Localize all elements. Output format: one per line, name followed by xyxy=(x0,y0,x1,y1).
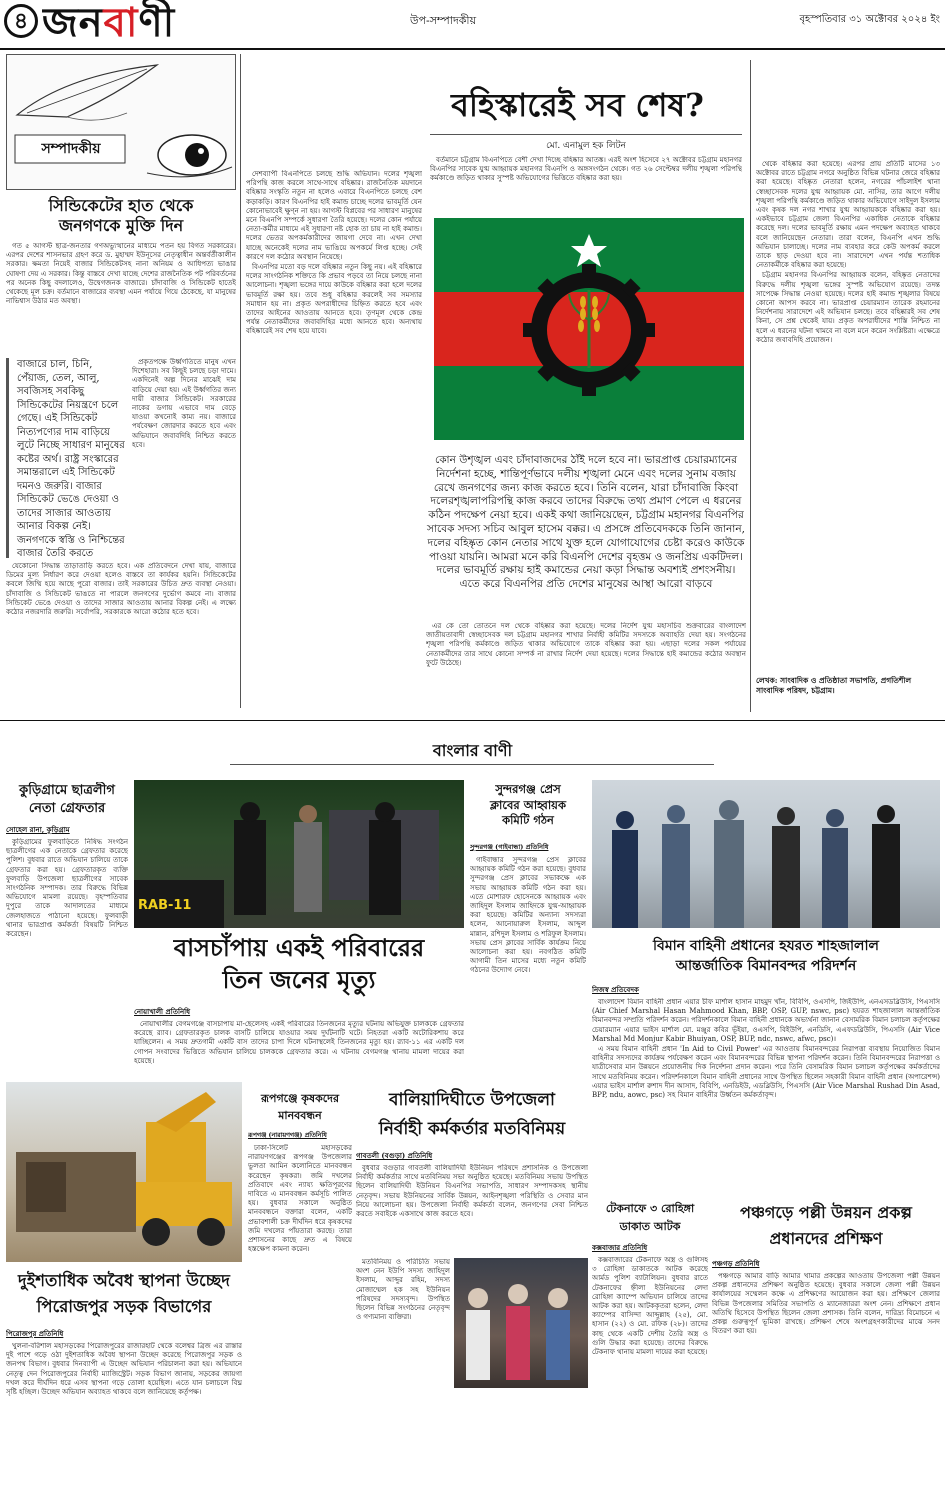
headline-line: বাসচাঁপায় একই পরিবারের xyxy=(173,933,425,962)
panchagarh-body xyxy=(712,1272,940,1504)
headline-line: কমিটি গঠন xyxy=(502,813,554,827)
editorial-pull-quote: বাজারে চাল, চিনি, পেঁয়াজ, তেল, আলু, সবজিসহ সবকিছু সিন্ডিকেটের নিয়ন্ত্রণে চলে গেছে। এই সিন্ডিকেট নিত্যপণ্যের দাম বাড়িয়ে লুটে নিচ্ছে সাধারণ মানুষের কষ্টের অর্থ। রাষ্ট্র সংস্কারের সমান্তরালে এই সিন্ডিকেট দমনও জরুরি। বাজার সিন্ডিকেট ভেঙে দেওয়া ও তাদের সাজার আওতায় আনার বিকল্প নেই। জনগণকে স্বস্তি ও নিশ্চিন্তের বাজার তৈরি করতে xyxy=(6,358,126,558)
paragraph: গাইবান্ধার সুন্দরগঞ্জ প্রেস ক্লাবের আহ্বায়ক কমিটি গঠন করা হয়েছে। বুধবার সুন্দরগঞ্জ প্রেস ক্লাবের সভাকক্ষে এক সভায় আহ্বায়ক কমিটি গঠন করা হয়। এতে মোশারফ হোসেনকে আহ্বায়ক এবং জাহিদুল ইসলাম জাহিদকে যুগ্ম-আহ্বায়ক করা হয়েছে। কমিটির অন্যান্য সদস্যরা হলেন, আনোয়ারুল ইসলাম, আব্দুল মান্নান, রশিদুল ইসলাম ও শরিফুল ইসলাম। সভায় প্রেস ক্লাবের সার্বিক কার্যক্রম নিয়ে আলোচনা করা হয়। নবগঠিত কমিটি আগামী তিন মাসের মধ্যে নতুন কমিটি গঠনের উদ্যোগ নেবে। xyxy=(470,856,586,975)
banshchapa-body xyxy=(134,1020,464,1076)
paragraph: নোয়াখালীর বেগমগঞ্জে বাসচাপায় মা-ছেলেসহ একই পরিবারের তিনজনের মৃত্যুর ঘটনায় অভিযুক্ত চালককে গ্রেফতার করেছে র‍্যাব। গ্রেফতারকৃত চালক বাসটি চালিয়ে যাওয়ার সময় দুর্ঘটনাটি ঘটে। নিহতরা একটি অটোরিকশায় করে যাচ্ছিলেন। এ সময় দ্রুতগামী একটি বাস তাদের চাপা দিলে ঘটনাস্থলেই তিনজনের মৃত্যু হয়। র‍্যাব-১১ এর একটি দল গোপন সংবাদের ভিত্তিতে অভিযান চালিয়ে চালককে গ্রেফতার করে। এ ঘটনায় বেগমগঞ্জ থানায় মামলা দায়ের করা হয়েছে। xyxy=(134,1020,464,1065)
air-chief-photo xyxy=(592,780,940,928)
air-chief-byline: নিজস্ব প্রতিবেদক xyxy=(592,985,639,994)
paragraph: বিএনপির মতো বড় দলে বহিষ্কার নতুন কিছু নয়। এই বহিষ্কারে দলের সাংগঠনিক শক্তিতে কি প্রভাব পড়বে তা নিয়ে চলছে নানা আলোচনা। শৃঙ্খলা ভঙ্গের দায়ে কাউকে বহিষ্কার করা হলে দলের ভাবমূর্তি রক্ষা হয়। তবে শুধু বহিষ্কার করলেই সব সমস্যার সমাধান হয় না। প্রকৃত অপরাধীদের চিহ্নিত করতে হবে এবং তাদের আইনের আওতায় আনতে হবে। তৃণমূল থেকে কেন্দ্র পর্যন্ত নেতাকর্মীদের জবাবদিহির মধ্যে আনতে হবে। অন্যথায় বহিষ্কারেই সব শেষ হয়ে যাবে। xyxy=(246,263,422,336)
paragraph: কুড়িগ্রামের ফুলবাড়িতে নিষিদ্ধ সংগঠন ছাত্রলীগের এক নেতাকে গ্রেফতার করেছে পুলিশ। বুধবার রাতে অভিযান চালিয়ে তাকে গ্রেফতার করা হয়। গ্রেফতারকৃত ব্যক্তি ফুলবাড়ি উপজেলা ছাত্রলীগের সাবেক সাংগঠনিক সম্পাদক। তার বিরুদ্ধে বিভিন্ন অভিযোগে মামলা রয়েছে। বৃহস্পতিবার দুপুরে তাকে আদালতের মাধ্যমে জেলহাজতে পাঠানো হয়েছে। ফুলবাড়ী থানার ভারপ্রাপ্ত কর্মকর্তা বিষয়টি নিশ্চিত করেছেন। xyxy=(6,838,128,939)
baliadighi-byline: গাবতলী (বগুড়া) প্রতিনিধি xyxy=(356,1151,433,1160)
editorial-body-side xyxy=(132,358,236,558)
rupganj-headline xyxy=(248,1090,352,1128)
paragraph: বাংলাদেশ বিমান বাহিনী প্রধান এয়ার চীফ মার্শাল হাসান মাহমুদ খাঁন, বিবিপি, ওএসপি, জিইউপি, এনএসডব্লিউসি, পিএসসি (Air Chief Marshal Hasan Mahmood Khan, BBP, OSP, GUP, nswc, psc) হযরত শাহজালাল আন্তর্জাতিক বিমানবন্দর সম্প্রতি পরিদর্শন করেন। পরিদর্শনকালে বিমান বাহিনী প্রধানকে অভ্যর্থনা জানান বেসামরিক বিমান চলাচল কর্তৃপক্ষের চেয়ারম্যান এয়ার ভাইস মার্শাল মো. মঞ্জুর কবির ভূঁইয়া, ওএসপি, বিইউপি, এনডিসি, এএফডব্লিউসি, পিএসসি (Air Vice Marshal Md Monjur Kabir Bhuiyan, OSP, BUP, ndc, nswc, afwc, psc)। xyxy=(592,998,940,1043)
kurigram-byline: সোহেল রানা, কুড়িগ্রাম xyxy=(6,825,70,834)
baliadighi-body xyxy=(356,1164,588,1252)
editorial-body-bottom xyxy=(6,562,236,708)
logo-part: ণী xyxy=(138,0,176,46)
panchagarh-headline xyxy=(712,1200,940,1252)
eviction-photo xyxy=(6,1082,242,1262)
feature-pull-quote: কোন উশৃঙ্খল এবং চাঁদাবাজদের ঠাঁই দলে হবে না। ভারপ্রাপ্ত চেয়ারম্যানের নির্দেশনা হচ্ছে, শান্তিপূর্ণভাবে দলীয় শৃঙ্খলা মেনে এবং দলের সুনাম বজায় রেখে জনগণের জন্য কাজ করতে হবে। তিনি বলেন, যারা চাঁদাবাজি কিংবা দলেরশৃঙ্খলাপরিপন্থি কাজ করবে তাদের বিরুদ্ধে তথ্য প্রমাণ পেলে এ ধরনের কঠিন পদক্ষেপ নেয়া হবে। একই কথা জানিয়েছেন, চট্টগ্রাম মহানগর বিএনপির সাবেক সদস্য সচিব আবুল হাসেম বক্কর। এ প্রসঙ্গে প্রতিবেদককে তিনি জানান, দলের বহিষ্কৃত কোন নেতার সাথে যুক্ত হলে যোগাযোগের চেষ্টা করেও কাউকে পাওয়া যায়নি। আমরা মনে করি বিএনপি দেশের বৃহত্তম ও জনপ্রিয় একটিদল। দলের ভাবমূর্তি রক্ষায় হাই কমান্ডের নেয়া কড়া সিদ্ধান্ত অবশ্যই প্রশংসনীয়। এতে করে বিএনপির প্রতি দেশের মানুষের আস্থা আরো বাড়বে xyxy=(427,454,745,591)
banner-rule xyxy=(230,764,714,765)
paragraph: থেকে বহিষ্কার করা হয়েছে। এরপর প্রায় প্রতিটি মাসের ১৩ অক্টোবর রাতে চট্টগ্রাম নগরে অনুষ্ঠিত বিভিন্ন ঘটনার জেরে বহিষ্কার করা হয়েছে। বহিষ্কৃত নেতারা হলেন, নগরের পাঁচলাইশ থানা স্বেচ্ছাসেবক দলের যুগ্ম আহ্বায়ক মো. নাসির, তার আগে দলীয় শৃঙ্খলা পরিপন্থি কর্মকাণ্ডে জড়িত থাকার অভিযোগে সাইদুল ইসলাম এবং কৃষক দল নগর শাখার যুগ্ম আহ্বায়ককে বহিষ্কার করা হয়। একইভাবে চট্টগ্রাম জেলা বিএনপির একাধিক নেতাকে বহিষ্কার করেছে দল। দলের ভাবমূর্তি রক্ষায় এমন পদক্ষেপ অব্যাহত থাকবে বলে জানিয়েছেন নেতারা। তারা বলেন, বিএনপি এখন শুদ্ধি অভিযান চালাচ্ছে। দলের নাম ব্যবহার করে কেউ অপকর্ম করলে তাকে ছাড় দেওয়া হবে না। সারাদেশে এখন পর্যন্ত শতাধিক নেতাকর্মীকে বহিষ্কার করা হয়েছে। xyxy=(756,160,940,270)
feature-author: মো. এনামুল হক লিটন xyxy=(546,141,626,151)
party-flag-image xyxy=(434,218,744,440)
pirojpur-body xyxy=(6,1342,242,1504)
rupganj-byline: রূপগঞ্জ (নারায়ণগঞ্জ) প্রতিনিধি xyxy=(248,1132,327,1139)
feature-bottom-column xyxy=(426,622,746,714)
logo-part-red: বা xyxy=(103,0,139,46)
banshchapa-byline: নোয়াখালী প্রতিনিধি xyxy=(134,1007,191,1016)
air-chief-headline xyxy=(592,936,940,978)
headline-line: ক্লাবের আহ্বায়ক xyxy=(490,797,566,812)
editorial-label: সম্পাদকীয় xyxy=(41,141,101,157)
paragraph: বুধবার বগুড়ার গাবতলী বালিয়াদিঘী ইউনিয়ন পরিষদে প্রশাসনিক ও উপজেলা নির্বাহী কর্মকর্তার সাথে মতবিনিময় সভা অনুষ্ঠিত হয়েছে। মতবিনিময় সভায় উপস্থিত ছিলেন বালিয়াদিঘী ইউনিয়ন বিএনপির সভাপতি, সাধারণ সম্পাদকসহ স্থানীয় নেতৃবৃন্দ। সভায় ইউনিয়নের সার্বিক উন্নয়ন, আইনশৃঙ্খলা পরিস্থিতি ও সেবার মান নিয়ে আলোচনা হয়। উপজেলা নির্বাহী কর্মকর্তা বলেন, জনগণের সেবা নিশ্চিত করতে সবাইকে একসাথে কাজ করতে হবে। xyxy=(356,1164,588,1219)
column-divider xyxy=(240,54,241,708)
paragraph: বর্তমানে চট্টগ্রাম বিএনপিতে বেশী দেখা দিচ্ছে বহিষ্কার আতঙ্ক। এরই অংশ হিসেবে ২৭ অক্টোবর চট্টগ্রাম মহানগর বিএনপির সাবেক যুগ্ম আহ্বায়ক মহানগর বিএনপি ও অঙ্গসংগঠন থেকে। গত ২৬ সেপ্টেম্বর দলীয় শৃঙ্খলা পরিপন্থি কর্মকাণ্ডে জড়িত থাকার সুস্পষ্ট অভিযোগের ভিত্তিতে বহিষ্কার করা হয়। xyxy=(430,156,742,183)
dateline: বৃহস্পতিবার ৩১ অক্টোবর ২০২৪ ইং xyxy=(799,14,940,25)
headline-line: ডাকাত আটক xyxy=(619,1220,681,1233)
regional-banner: বাংলার বাণী xyxy=(432,741,513,760)
party-flag-icon xyxy=(434,218,744,440)
paragraph: মতবিনিময় ও পরিচিতি সভায় অংশ নেন ইউপি সদস্য জাহিদুল ইসলাম, আব্দুর রহিম, সদস্য মোজাম্মেল হক সহ ইউনিয়ন পরিষদের সদস্যবৃন্দ। উপস্থিত ছিলেন বিভিন্ন সংগঠনের নেতৃবৃন্দ ও গণ্যমান্য ব্যক্তিরা। xyxy=(356,1258,450,1322)
feature-headline: বহিস্কারেই সব শেষ? xyxy=(451,86,704,124)
editorial-headline-line: সিন্ডিকেটের হাত থেকে xyxy=(48,196,194,215)
section-name: উপ-সম্পাদকীয় xyxy=(410,14,477,27)
pirojpur-byline: পিরোজপুর প্রতিনিধি xyxy=(6,1329,64,1338)
paragraph: দেশব্যাপী বিএনপিতে চলছে শুদ্ধি অভিযান। দলের শৃঙ্খলা পরিপন্থি কাজ করলে সাথে-সাথে বহিষ্কার। রাজনৈতিক ময়দানে বহিষ্কার সংস্কৃতি নতুন না হলেও এবারে বিএনপিতে চলছে বেশ কড়াকড়ি। কারণ বিএনপির হাই কমান্ড চাচ্ছে দলের ভাবমূর্তি যেন কোনোভাবেই ক্ষুণ্ন না হয়। আগস্ট বিপ্লবের পর সাধারণ মানুষের মনে বিএনপি সম্পর্কে সুধারণা তৈরি হয়েছে। দলের কোন পর্যায়ে নেতা-কর্মীর মাধ্যমে এই সুধারণা নষ্ট হোক তা চায় না হাই কমান্ড। দলের ভেতর অপকর্মকারীদের জায়গা দেবে না। এখন দেখা যাচ্ছে অনেকেই দলের নাম ভাঙিয়ে অপকর্মে লিপ্ত হচ্ছে। সেই কারণে দল কঠোর অবস্থান নিয়েছে। xyxy=(246,170,422,261)
feature-intro xyxy=(430,156,742,200)
photo-icon xyxy=(454,1258,588,1388)
paragraph: এ সময় বিমান বাহিনী প্রধান 'In Aid to Civil Power' এর আওতায় বিমানবন্দরের নিরাপত্তা ব্যবস্থায় নিয়োজিত বিমান বাহিনীর সদস্যদের কার্যক্রম পর্যবেক্ষণ করেন এবং বিমানবন্দরের বিভিন্ন স্থাপনা পরিদর্শন করেন। তিনি বিমানবন্দরের নিরাপত্তা ও যাত্রীসেবার মান উন্নয়নে প্রয়োজনীয় দিক নির্দেশনা প্রদান করেন। পরে তিনি বেসামরিক বিমান চলাচল কর্তৃপক্ষের কর্মকর্তাদের সাথে মতবিনিময় করেন। পরিদর্শনকালে বিমান বাহিনী প্রধানের সাথে উপস্থিত ছিলেন সহকারী বিমান বাহিনী প্রধান (অপারেশন্স) এয়ার ভাইস মার্শাল রুশাদ দীন আসাদ, বিবিপি, এনডিইউ, এডব্লিউসি, পিএসসি (Air Vice Marshal Rushad Din Asad, BPP, ndu, aowc, psc) সহ বিমান বাহিনীর উর্ধ্বতন কর্মকর্তাবৃন্দ। xyxy=(592,1045,940,1100)
headline-rule xyxy=(430,134,742,135)
headline-line: নেতা গ্রেফতার xyxy=(28,801,106,816)
bulldozer-icon xyxy=(6,1082,242,1262)
kurigram-headline xyxy=(6,782,128,822)
rab-label: RAB-11 xyxy=(138,898,192,913)
section-rule xyxy=(0,720,945,721)
paragraph: যেকোনো সিদ্ধান্ত তাড়াতাড়ি করতে হবে। এক প্রতিবেদনে দেখা যায়, বাজারে ডিমের মূল্য নির্ধারণ করে দেওয়া হলেও বাস্তবে তা কার্যকর হয়নি। সিন্ডিকেটের কবলে জিম্মি হয়ে আছে পুরো বাজার। তাই সরকারের উচিত দ্রুত ব্যবস্থা নেওয়া। চাঁদাবাজি ও সিন্ডিকেট ভাঙতে না পারলে জনগণের দুর্ভোগ কমবে না। বাজার সিন্ডিকেট ভেঙে দেওয়া ও তাদের সাজার আওতায় আনার বিকল্প নেই। এ লক্ষ্যে কঠোর নজরদারি জরুরি। সর্বোপরি, সরকারকে আরো কঠোর হতে হবে। xyxy=(6,562,236,617)
paragraph: চট্টগ্রাম মহানগর বিএনপির আহ্বায়ক বলেন, বহিষ্কৃত নেতাদের বিরুদ্ধে দলীয় শৃঙ্খলা ভঙ্গের সুস্পষ্ট অভিযোগ রয়েছে। তদন্ত সাপেক্ষে সিদ্ধান্ত নেওয়া হয়েছে। দলের হাই কমান্ড শৃঙ্খলার বিষয়ে কোনো আপস করবে না। ভারপ্রাপ্ত চেয়ারম্যান তারেক রহমানের নির্দেশনায় সারাদেশে এই অভিযান চলছে। তবে বহিষ্কারই সব শেষ কিনা, সে প্রশ্ন থেকেই যায়। প্রকৃত অপরাধীদের শাস্তি নিশ্চিত না হলে এ ধরনের ঘটনা থামবে না বলে মনে করেন সংশ্লিষ্টরা। এক্ষেত্রে কঠোর জবাবদিহি প্রয়োজন। xyxy=(756,271,940,344)
quill-eye-icon xyxy=(7,55,235,189)
headline-line: দুইশতাধিক অবৈধ স্থাপনা উচ্ছেদ xyxy=(18,1271,230,1290)
paragraph: এর কে তো তোতনে দল থেকে বহিষ্কার করা হয়েছে। দলের নির্দেশ যুগ্ম মহাসচিব শুক্রবারের বাংলাদেশ জাতীয়তাবাদী স্বেচ্ছাসেবক দল চট্টগ্রাম মহানগর শাখার নির্বাহী কমিটির সদস্যকে অব্যাহতি দেয়া হয়। সংগঠনের শৃঙ্খলা পরিপন্থি কর্মকাণ্ডে জড়িত থাকার অভিযোগে তাকে বহিষ্কার করা হয়। এছাড়া দলের সকল পর্যায়ের নেতাকর্মীদের তার সাথে কোনো সম্পর্ক না রাখার নির্দেশ দেয়া হয়েছে। দলের সিদ্ধান্তে হাই কমান্ডের কঠোর অবস্থান ফুটে উঠেছে। xyxy=(426,622,746,667)
paragraph: পঞ্চগড়ে আমার বাড়ি আমার খামার প্রকল্পের আওতায় উপজেলা পল্লী উন্নয়ন প্রকল্প প্রধানদের প্রশিক্ষণ অনুষ্ঠিত হয়েছে। বুধবার সকালে জেলা পল্লী উন্নয়ন কার্যালয়ের সম্মেলন কক্ষে এ প্রশিক্ষণের আয়োজন করা হয়। প্রশিক্ষণে জেলার বিভিন্ন উপজেলার সমিতির সভাপতি ও ম্যানেজাররা অংশ নেন। প্রশিক্ষণে প্রধান অতিথি হিসেবে উপস্থিত ছিলেন জেলা প্রশাসক। তিনি বলেন, দারিদ্র্য বিমোচনে এ প্রকল্প গুরুত্বপূর্ণ ভূমিকা রাখছে। প্রশিক্ষণ শেষে অংশগ্রহণকারীদের মাঝে সনদ বিতরণ করা হয়। xyxy=(712,1272,940,1336)
headline-line: সুন্দরগঞ্জ প্রেস xyxy=(495,782,561,796)
feature-author-note: লেখক: সাংবাদিক ও প্রতিষ্ঠাতা সভাপতি, প্রগতিশীল সাংবাদিক পরিষদ, চট্টগ্রাম। xyxy=(756,676,912,695)
headline-line: পঞ্চগড়ে পল্লী উন্নয়ন প্রকল্প xyxy=(740,1203,912,1222)
editorial-headline-line: জনগণকে মুক্তি দিন xyxy=(58,216,184,235)
panchagarh-byline: পঞ্চগড় প্রতিনিধি xyxy=(712,1259,760,1268)
banshchapa-headline xyxy=(134,932,464,1000)
feature-right-column xyxy=(756,160,940,670)
teknaf-body xyxy=(592,1256,708,1504)
headline-line: বালিয়াদিঘীতে উপজেলা xyxy=(389,1090,555,1110)
headline-line: কুড়িগ্রামে ছাত্রলীগ xyxy=(19,783,115,798)
headline-line: পিরোজপুর সড়ক বিভাগের xyxy=(36,1297,212,1316)
editorial-headline xyxy=(6,196,236,238)
headline-line: রূপগঞ্জে কৃষকদের xyxy=(260,1092,340,1105)
sundarganj-headline xyxy=(470,782,586,840)
paragraph: প্রকৃতপক্ষে উর্ধ্বগতিতে মানুষ এখন দিশেহারা। সব কিছুই চলছে চড়া দামে। একদিনেই অল্প দিনের মাঝেই দাম বাড়িয়ে দেয়া হয়। এই উর্ধ্বগতির জন্য দায়ী বাজার সিন্ডিকেট। সরকারের নাকের ডগায় এভাবে দাম বেড়ে যাওয়া কখনোই কাম্য নয়। বাজারে পর্যবেক্ষণ জোরদার করতে হবে এবং অভিযানে জবাবদিহি নিশ্চিত করতে হবে। xyxy=(132,358,236,449)
paragraph: ঢাকা-সিলেট মহাসড়কের নারায়ণগঞ্জের রূপগঞ্জ উপজেলার ভুলতা আমিন কলোনিতে মানববন্ধন করেছেন কৃষকরা। জমি দখলের প্রতিবাদে এবং ন্যায্য ক্ষতিপূরণের দাবিতে এ মানববন্ধন কর্মসূচি পালিত হয়। বুধবার সকালে অনুষ্ঠিত মানববন্ধনে বক্তারা বলেন, একটি প্রভাবশালী চক্র দীর্ঘদিন ধরে কৃষকদের জমি দখলের পাঁয়তারা করছে। তারা প্রশাসনের কাছে দ্রুত এ বিষয়ে হস্তক্ষেপ কামনা করেন। xyxy=(248,1144,352,1254)
headline-line: বিমান বাহিনী প্রধানের হযরত শাহজালাল xyxy=(653,938,879,954)
headline-line: মানববন্ধন xyxy=(278,1109,322,1122)
air-chief-body xyxy=(592,998,940,1194)
sundarganj-byline: সুন্দরগঞ্জ (গাইবান্ধা) প্রতিনিধি xyxy=(470,843,549,851)
rupganj-body xyxy=(248,1144,352,1504)
editorial-illustration xyxy=(6,54,236,190)
paragraph: কক্সবাজারের টেকনাফে অস্ত্র ও গুলিসহ ৩ রোহিঙ্গা ডাকাতকে আটক করেছে আর্মড পুলিশ ব্যাটালিয়ন। বুধবার রাতে টেকনাফের হ্নীলা ইউনিয়নের লেদা রোহিঙ্গা ক্যাম্পে অভিযান চালিয়ে তাদের আটক করা হয়। আটককৃতরা হলেন, লেদা ক্যাম্পের বাসিন্দা আব্দুল্লাহ (২৫), মো. হাসান (২২) ও মো. রফিক (২৮)। তাদের কাছ থেকে একটি দেশীয় তৈরি অস্ত্র ও গুলি উদ্ধার করা হয়েছে। তাদের বিরুদ্ধে টেকনাফ থানায় মামলা দায়ের করা হয়েছে। xyxy=(592,1256,708,1357)
paragraph: গত ৫ আগস্ট ছাত্র-জনতার গণঅভ্যুত্থানের মাধ্যমে পতন হয় বিগত সরকারের। এরপর দেশের শাসনভার গ্রহণ করে ড. মুহাম্মদ ইউনূসের নেতৃত্বাধীন অন্তর্বর্তীকালীন সরকার। ক্ষমতা নিয়েই বাজার সিন্ডিকেটসহ নানা অনিয়ম ও আধিপত্য ভাঙার ঘোষণা দেয় এ সরকার। কিন্তু বাস্তবে দেখা যাচ্ছে দেশের রাজনৈতিক পট পরিবর্তনের পর অনেক কিছু বদলালেও, উদ্বেগজনক বাজারে। চাঁদাবাজি ও সিন্ডিকেট হাতেই থেকেছে মূল চক্র। বর্তমানে বাজারের ব্যবস্থা এমন পর্যায়ে গিয়ে ঠেকেছে, যা মানুষের নাভিশ্বাস উঠার মত অবস্থা। xyxy=(6,242,236,306)
page-number: ৪ xyxy=(4,4,38,38)
photo-icon xyxy=(592,780,940,928)
newspaper-logo xyxy=(42,0,257,46)
baliadighi-side xyxy=(356,1258,450,1504)
sundarganj-body xyxy=(470,856,586,1076)
masthead-rule xyxy=(0,48,945,50)
baliadighi-headline xyxy=(356,1086,588,1148)
headline-line: প্রধানদের প্রশিক্ষণ xyxy=(769,1229,883,1248)
meeting-photo xyxy=(454,1258,588,1388)
editorial-body-top xyxy=(6,242,236,354)
teknaf-headline xyxy=(592,1200,708,1240)
logo-part: জন xyxy=(42,0,104,46)
pirojpur-headline xyxy=(6,1268,242,1324)
headline-line: আন্তর্জাতিক বিমানবন্দর পরিদর্শন xyxy=(675,958,857,974)
column-divider xyxy=(750,60,751,712)
headline-line: তিন জনের মৃত্যু xyxy=(222,965,376,994)
feature-left-column xyxy=(246,170,422,715)
headline-line: নির্বাহী কর্মকর্তার মতবিনিময় xyxy=(378,1119,566,1139)
paragraph: খুলনা-বরিশাল মহাসড়কের পিরোজপুরের রাজারহাট থেকে বলেশ্বর ব্রিজ এর রাস্তার দুই পাশে গড়ে ওঠা দুইশতাধিক অবৈধ স্থাপনা উচ্ছেদ করেছে পিরোজপুর সড়ক ও জনপথ বিভাগ। বুধবার দিনব্যাপী এ উচ্ছেদ অভিযান পরিচালনা করা হয়। অভিযানে নেতৃত্ব দেন পিরোজপুরের নির্বাহী ম্যাজিস্ট্রেট। সড়ক বিভাগ জানায়, সড়কের জায়গা দখল করে দীর্ঘদিন ধরে এসব স্থাপনা গড়ে তোলা হয়েছিল। এতে যান চলাচলে বিঘ্ন সৃষ্টি হচ্ছিল। উচ্ছেদ অভিযান অব্যাহত থাকবে বলে জানিয়েছে কর্তৃপক্ষ। xyxy=(6,1342,242,1397)
headline-line: টেকনাফে ৩ রোহিঙ্গা xyxy=(605,1202,695,1215)
kurigram-body xyxy=(6,838,128,1076)
teknaf-byline: কক্সবাজার প্রতিনিধি xyxy=(592,1243,648,1252)
rab-arrest-photo xyxy=(134,780,464,928)
